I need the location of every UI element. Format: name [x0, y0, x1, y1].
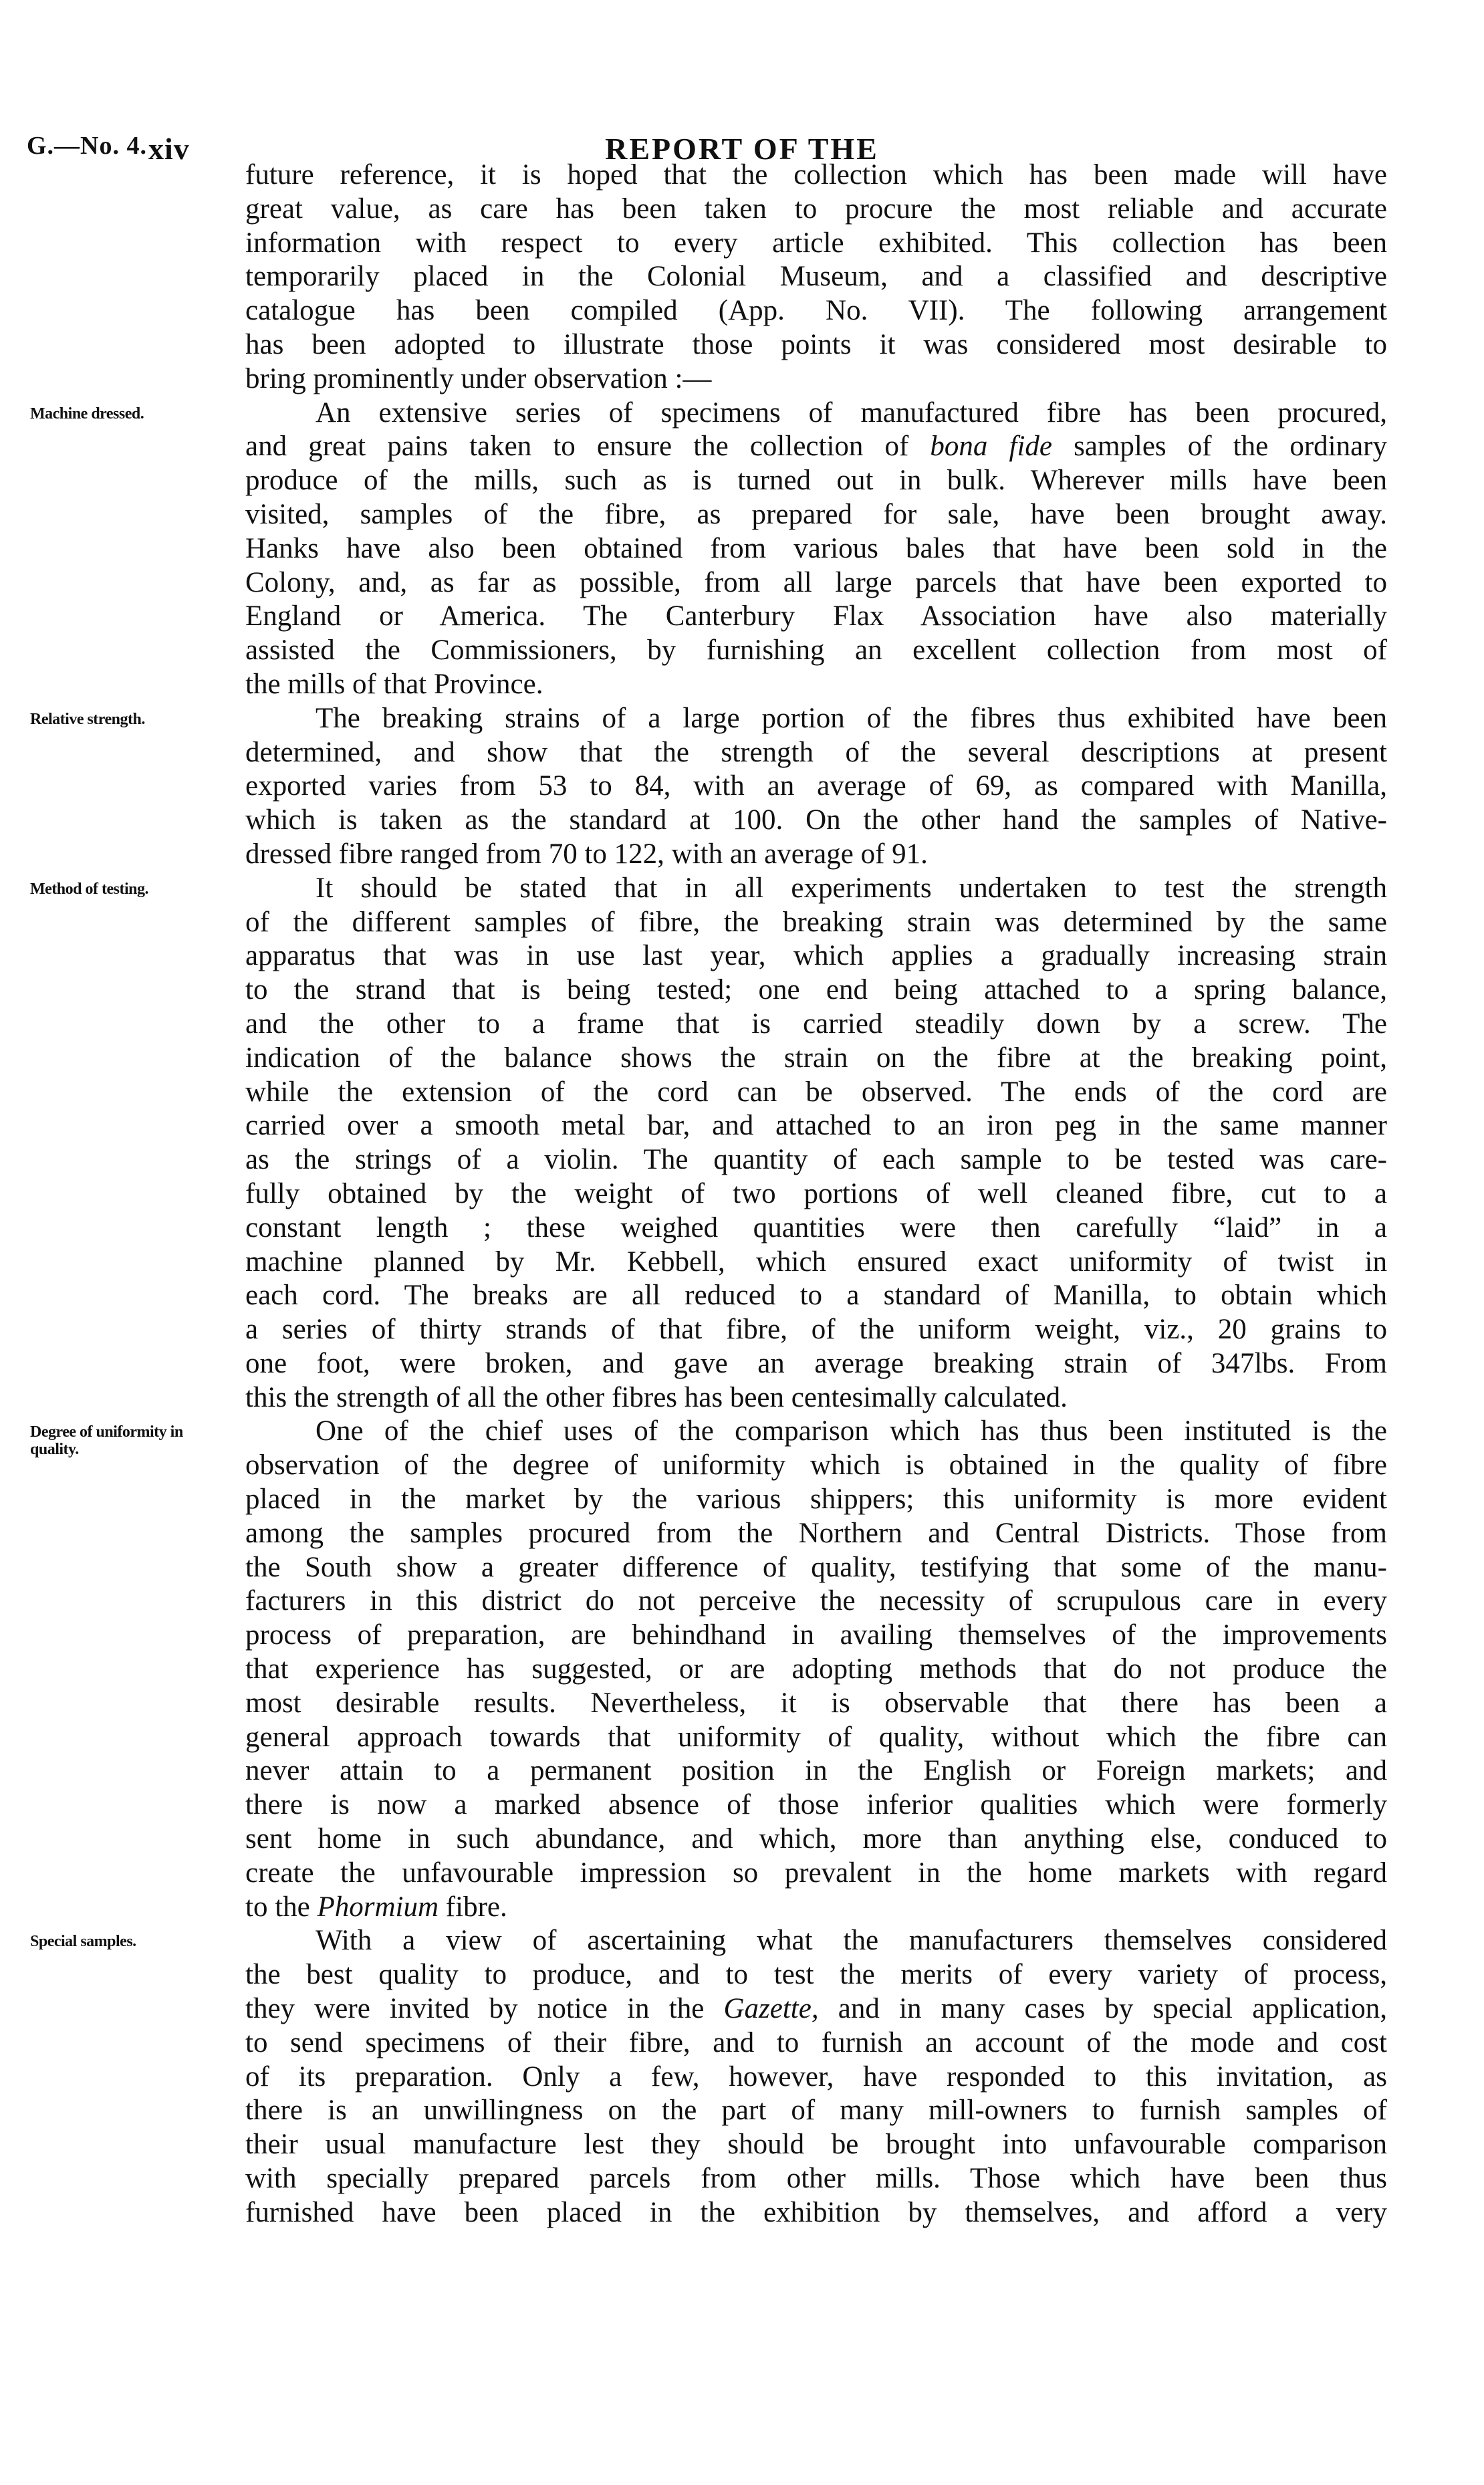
text-line: With a view of ascertaining what the manufacturers themselves considered	[316, 1925, 1387, 1957]
italic-text: bona fide	[930, 431, 1053, 463]
document-reference: G.—No. 4.	[27, 132, 147, 160]
text-line: while the extension of the cord can be observed. The ends of the cord are	[245, 1076, 1387, 1108]
text-line: machine planned by Mr. Kebbell, which ensured exact uniformity of twist in	[245, 1246, 1387, 1278]
text-line: determined, and show that the strength of the several descriptions at present	[245, 736, 1387, 768]
text-line: exported varies from 53 to 84, with an average of 69, as compared with Manilla,	[245, 770, 1387, 802]
text-line: there is now a marked absence of those inferior qualities which were formerly	[245, 1789, 1387, 1821]
paragraph	[30, 1415, 1387, 1924]
text-segment: to the	[245, 1891, 318, 1923]
text-line: future reference, it is hoped that the collection which has been made will have	[245, 159, 1387, 191]
text-line: temporarily placed in the Colonial Museum, and a classified and descriptive	[245, 261, 1387, 293]
text-line: process of preparation, are behindhand in availing themselves of the improvements	[245, 1619, 1387, 1651]
text-segment: and great pains taken to ensure the collection of	[245, 431, 931, 463]
text-line	[245, 1992, 1387, 2026]
text-line: bring prominently under observation :—	[245, 362, 712, 394]
text-line: sent home in such abundance, and which, more than anything else, conduced to	[245, 1823, 1387, 1855]
text-line: England or America. The Canterbury Flax Association have also materially	[245, 600, 1387, 632]
text-line: great value, as care has been taken to procure the most reliable and accurate	[245, 193, 1387, 225]
text-segment: and in many cases by special application,	[818, 1993, 1387, 2025]
text-line: one foot, were broken, and gave an average breaking strain of 347lbs. From	[245, 1347, 1387, 1379]
text-line: assisted the Commissioners, by furnishing an excellent collection from most of	[245, 634, 1387, 667]
text-line: It should be stated that in all experiments undertaken to test the strength	[316, 872, 1387, 904]
text-line: which is taken as the standard at 100. On the other hand the samples of Native-	[245, 804, 1387, 836]
text-line: constant length ; these weighed quantities were then carefully “laid” in a	[245, 1211, 1387, 1244]
text-line	[245, 1891, 1387, 1925]
text-line: with specially prepared parcels from other mills. Those which have been thus	[245, 2163, 1387, 2195]
text-line: carried over a smooth metal bar, and attached to an iron peg in the same manner	[245, 1110, 1387, 1142]
text-line: to send specimens of their fibre, and to furnish an account of the mode and cost	[245, 2026, 1387, 2058]
text-line: apparatus that was in use last year, which applies a gradually increasing strain	[245, 940, 1387, 972]
text-line: general approach towards that uniformity of quality, without which the fibre can	[245, 1721, 1387, 1753]
text-line: placed in the market by the various shippers; this uniformity is more evident	[245, 1484, 1387, 1516]
text-line: observation of the degree of uniformity which is obtained in the quality of fibre	[245, 1449, 1387, 1482]
margin-note: Special samples.	[30, 1933, 136, 1951]
page-number: xiv	[148, 132, 190, 166]
text-line: Hanks have also been obtained from various bales that have been sold in the	[245, 532, 1387, 564]
text-line: dressed fibre ranged from 70 to 122, with an average of 91.	[245, 838, 928, 870]
text-segment: they were invited by notice in the	[245, 1993, 724, 2025]
text-line: that experience has suggested, or are adopting methods that do not produce the	[245, 1653, 1387, 1685]
text-line: produce of the mills, such as is turned out in bulk. Wherever mills have been	[245, 465, 1387, 497]
text-line: each cord. The breaks are all reduced to a standard of Manilla, to obtain which	[245, 1280, 1387, 1312]
text-line: their usual manufacture lest they should be brought into unfavourable comparison	[245, 2129, 1387, 2161]
text-line: visited, samples of the fibre, as prepared for sale, have been brought away.	[245, 498, 1387, 530]
text-line: this the strength of all the other fibres has been centesimally calculated.	[245, 1381, 1068, 1413]
text-line: of its preparation. Only a few, however, have responded to this invitation, as	[245, 2060, 1387, 2093]
italic-text: Phormium	[317, 1891, 439, 1923]
text-line: catalogue has been compiled (App. No. VII). The following arrangement	[245, 295, 1387, 327]
text-line: furnished have been placed in the exhibition by themselves, and afford a very	[245, 2196, 1387, 2228]
text-line: a series of thirty strands of that fibre, of the uniform weight, viz., 20 grains to	[245, 1314, 1387, 1346]
text-line: facturers in this district do not perceive the necessity of scrupulous care in every	[245, 1585, 1387, 1617]
margin-note: Method of testing.	[30, 880, 148, 898]
paragraph	[30, 872, 1387, 1415]
italic-text: Gazette,	[723, 1993, 819, 2025]
text-line: the mills of that Province.	[245, 668, 543, 700]
text-line: there is an unwillingness on the part of many mill-owners to furnish samples of	[245, 2095, 1387, 2127]
text-line: and the other to a frame that is carried steadily down by a screw. The	[245, 1008, 1387, 1040]
text-line: of the different samples of fibre, the breaking strain was determined by the same	[245, 906, 1387, 938]
margin-note: Degree of uniformity in quality.	[30, 1423, 183, 1459]
text-line: create the unfavourable impression so prevalent in the home markets with regard	[245, 1857, 1387, 1889]
running-title: REPORT OF THE	[605, 132, 879, 166]
text-line: Colony, and, as far as possible, from all large parcels that have been exported to	[245, 566, 1387, 598]
text-line: One of the chief uses of the comparison which has thus been instituted is the	[316, 1415, 1387, 1447]
text-segment: samples of the ordinary	[1052, 431, 1387, 463]
text-line: the best quality to produce, and to test the merits of every variety of process,	[245, 1959, 1387, 1991]
text-line: never attain to a permanent position in the English or Foreign markets; and	[245, 1755, 1387, 1787]
text-line: the South show a greater difference of quality, testifying that some of the manu-	[245, 1551, 1387, 1583]
paragraph	[30, 396, 1387, 702]
paragraph	[30, 702, 1387, 872]
paragraph	[245, 158, 1387, 396]
text-line: indication of the balance shows the strain on the fibre at the breaking point,	[245, 1042, 1387, 1074]
text-line: most desirable results. Nevertheless, it is observable that there has been a	[245, 1687, 1387, 1719]
text-line: as the strings of a violin. The quantity of each sample to be tested was care-	[245, 1144, 1387, 1176]
text-line: An extensive series of specimens of manufactured fibre has been procured,	[316, 396, 1387, 429]
text-line: among the samples procured from the Northern and Central Districts. Those from	[245, 1517, 1387, 1549]
text-line: has been adopted to illustrate those points it was considered most desirable to	[245, 328, 1387, 360]
margin-note: Machine dressed.	[30, 404, 144, 423]
text-line	[245, 430, 1387, 464]
paragraph	[30, 1924, 1387, 2230]
text-segment: fibre.	[439, 1891, 507, 1923]
body-text	[30, 158, 1387, 2230]
text-line: fully obtained by the weight of two portions of well cleaned fibre, cut to a	[245, 1177, 1387, 1209]
text-line: to the strand that is being tested; one end being attached to a spring balance,	[245, 974, 1387, 1006]
text-line: The breaking strains of a large portion of the fibres thus exhibited have been	[316, 702, 1387, 734]
margin-note: Relative strength.	[30, 710, 145, 728]
text-line: information with respect to every article exhibited. This collection has been	[245, 227, 1387, 259]
